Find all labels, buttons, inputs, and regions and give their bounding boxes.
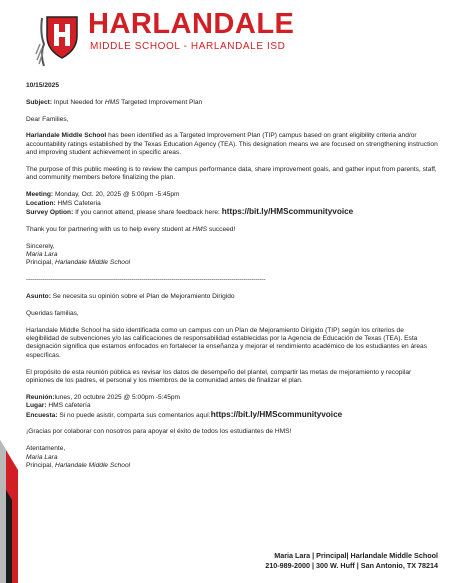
thanks-line: Thank you for partnering with us to help every student at HMS succeed! (26, 225, 236, 233)
survey-link[interactable]: https://bit.ly/HMScommunityvoice (221, 207, 354, 217)
paragraph-designation: Harlandale Middle School has been identified as a Targeted Improvement Plan (TIP) campus based on grant eligibility criteria and/or accountability ratings established by the Texas Education Agency (TEA). This designation means we are focused on strengthening instruction and improving student achievement in specific areas. (26, 132, 438, 157)
brand-name: HARLANDALE (88, 8, 295, 40)
firmante-nombre: Maria Lara (26, 453, 58, 461)
asunto-line: Asunto: Se necesita su opinión sobre el Plan de Mejoramiento Dirigido (26, 293, 235, 301)
meeting-line: Meeting: Monday, Oct. 20, 2025 @ 5:00pm -5:45pm (26, 191, 180, 199)
gracias-line: ¡Gracias por colaborar con nosotros para apoyar el éxito de todos los estudiantes de HMS! (26, 428, 292, 436)
parrafo-designacion: Harlandale Middle School ha sido identificada como un campus con un Plan de Mejoramiento Dirigido (TIP) según los criterios de elegibilidad de subvenciones y/o las calificaciones de responsabilidad establecidas por la Agencia de Educación de Texas (TEA). Esta designación significa que estamos enfocados en fortalecer la enseñanza y mejorar el rendimiento académico de los estudiantes en áreas específicas. (26, 326, 427, 359)
signer-name: Maria Lara (26, 251, 58, 259)
saludo: Queridas familias, (26, 309, 79, 317)
footer-contact-name: Maria Lara | Principal| Harlandale Middle School (274, 551, 438, 560)
encuesta-link[interactable]: https://bit.ly/HMScommunityvoice (210, 409, 343, 419)
parrafo-proposito: El propósito de esta reunión pública es revisar los datos de desempeño del plantel, compartir las metas de mejoramiento y recopilar opiniones de los padres, el personal y los miembros de la comunidad antes de finalizar el plan. (26, 368, 412, 385)
shield-feather-logo (34, 14, 80, 68)
letter-body (26, 82, 438, 470)
lugar-line: Lugar: HMS cafetería (26, 402, 91, 410)
signer-title: Principal, Harlandale Middle School (26, 259, 131, 267)
survey-line: Survey Option: If you cannot attend, please share feedback here: https://bit.ly/HMScommunityvoice (26, 207, 354, 217)
section-divider: ------------------------------------------------------------------------------------------------------------------------ (26, 276, 266, 284)
closing: Sincerely, (26, 242, 55, 250)
letter-date: 10/15/2025 (26, 82, 60, 89)
greeting: Dear Families, (26, 115, 69, 123)
encuesta-line: Encuesta: Si no puede asistir, comparta sus comentarios aquí:https://bit.ly/HMScommunityvoice (26, 409, 343, 419)
footer-address: 210-989-2000 | 300 W. Huff | San Antonio, TX 78214 (265, 561, 438, 570)
paragraph-purpose: The purpose of this public meeting is to review the campus performance data, share improvement goals, and gather input from parents, staff, and community members before finalizing the plan. (26, 166, 437, 182)
firmante-titulo: Principal, Harlandale Middle School (26, 462, 131, 470)
decorative-stripe (0, 440, 18, 583)
location-line: Location: HMS Cafeteria (26, 199, 101, 207)
reunion-line: Reunión:lunes, 20 octubre 2025 @ 5:00pm -5:45pm (26, 393, 181, 401)
footer (265, 551, 438, 571)
subject-line: Subject: Input Needed for HMS Targeted Improvement Plan (26, 98, 203, 106)
despedida: Atentamente, (26, 445, 66, 453)
brand-subtitle: MIDDLE SCHOOL - HARLANDALE ISD (90, 41, 286, 52)
